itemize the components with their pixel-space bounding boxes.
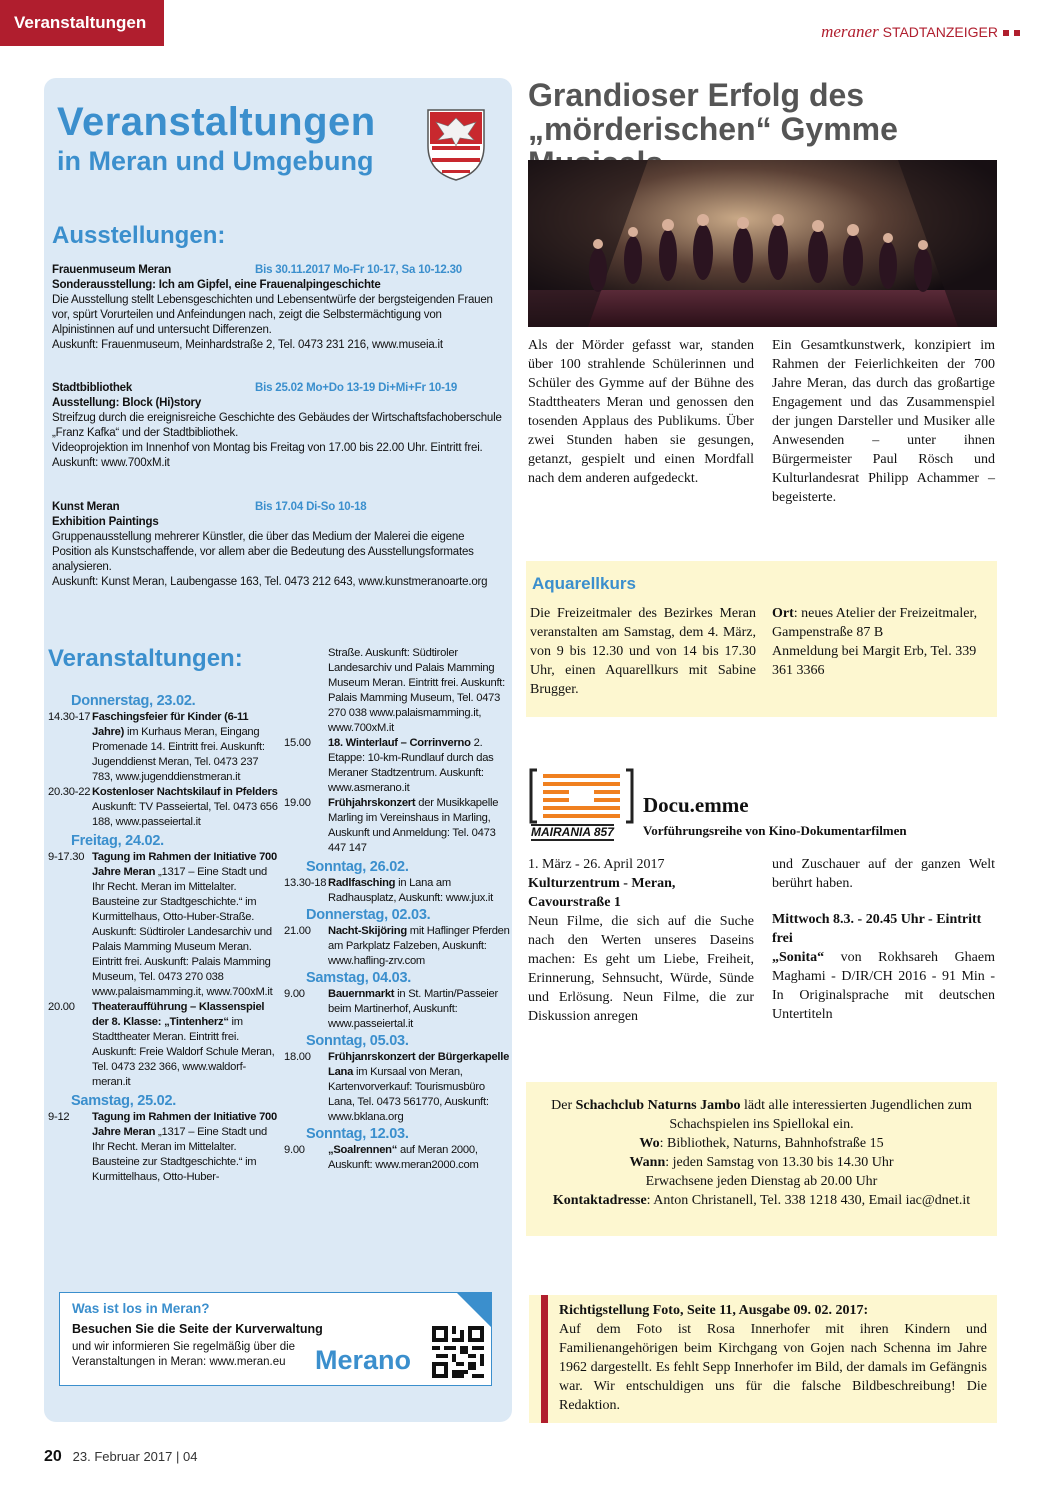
- article-text-col1: Als der Mörder gefasst war, standen über 100 strahlende Schülerinnen und Schüler des Gymme auf der Bühne des Stadttheaters Meran und genossen den tosenden Applaus des Publikums. Über zwei Stunden haben sie gesungen, getanzt, gespielt und einen Mordfall nach dem anderen aufgedeckt.: [528, 338, 754, 486]
- coat-of-arms-icon: [424, 106, 488, 182]
- exhibition-item: Frauenmuseum Meran Bis 30.11.2017 Mo-Fr 10-17, Sa 10-12.30 Sonderausstellung: Ich am Gipfel, eine Frauenalpingeschichte Die Ausstellung stellt Lebensgeschichten und Lebensentwürfe der bergsteigenden Frauen vor, spürt Vorurteilen und Anfeindungen nach, zeigt die Selbstermächtigung von Alpinistinnen auf und untersucht Differenzen. Auskunft: Frauenmuseum, Meinhardstraße 2, Tel. 0473 231 216, www.museia.it: [52, 264, 493, 351]
- page-footer: [44, 1448, 197, 1466]
- page-subtitle: in Meran und Umgebung: [57, 146, 374, 176]
- docu-text-col1: 1. März - 26. April 2017 Kulturzentrum - Meran, Cavourstraße 1 Neun Filme, die sich auf die Suche nach den Werten unseres Daseins machen: Es geht um Liebe, Freiheit, Erinnerung, Sehnsucht, Würde, Sünde und Erlösung. Neun Filme, die zur Diskussion anregen: [528, 857, 754, 1024]
- stage-photo: [528, 160, 997, 327]
- events-column-1: Donnerstag, 23.02. 14.30-17 Faschingsfeier für Kinder (6-11 Jahre) im Kurhaus Meran, Eingang Promenade 14. Eintritt frei. Auskunft: Jugenddienst Meran, Tel. 0473 237 783, www.jugenddienstmeran.it 20.30-22 Kostenloser Nachtskilauf in Pfelders Auskunft: TV Passeiertal, Tel. 0473 656 188, www.passeiertal.it Freitag, 24.02. 9-17.30 Tagung im Rahmen der Initiative 700 Jahre Meran „1317 – Eine Stadt und Ihr Recht. Meran im Mittelalter. Bausteine zur Stadtgeschichte.“ im Kurmittelhaus, Otto-Huber-Straße. Auskunft: Südtiroler Landesarchiv und Palais Mamming Museum Meran. Eintritt frei. Auskunft: Palais Mamming Museum, Tel. 0473 270 038 www.palaismamming.it, www.700xM.it 20.00 Theateraufführung – Klassenspiel der 8. Klasse: „Tintenherz“ im Stadttheater Meran. Eintritt frei. Auskunft: Freie Waldorf Schule Meran, Tel. 0473 232 366, www.waldorf-meran.it Samstag, 25.02. 9-12 Tagung im Rahmen der Initiative 700 Jahre Meran „1317 – Eine Stadt und Ihr Recht. Meran im Mittelalter. Bausteine zur Stadtgeschichte.“ im Kurmittelhaus, Otto-Huber-: [48, 693, 278, 1183]
- brand-logo: meraner STADTANZEIGER: [821, 22, 1020, 42]
- aquarell-box: Aquarellkurs Die Freizeitmaler des Bezirkes Meran veranstalten am Samstag, dem 4. März, von 9 bis 12.30 und von 14 bis 17.30 Uhr, einen Aquarellkurs mit Sabine Brugger. Ort: neues Atelier der Freizeitmaler, Gampenstraße 87 B Anmeldung bei Margit Erb, Tel. 339 361 3366: [526, 561, 997, 717]
- corner-triangle-icon: [457, 1293, 491, 1327]
- exhibition-item: Kunst Meran Bis 17.04 Di-So 10-18 Exhibition Paintings Gruppenausstellung mehrerer Künstler, die über das Medium der Malerei die eigene Position als Kunstschaffende, vor allem aber die Bedeutung des Ausstellungsformates analysieren. Auskunft: Kunst Meran, Laubengasse 163, Tel. 0473 212 643, www.kunstmeranoarte.org: [52, 501, 488, 588]
- correction-box: Richtigstellung Foto, Seite 11, Ausgabe 09. 02. 2017: Auf dem Foto ist Rosa Innerhofer mit ihren Kindern und Familienangehörigen beim Kirchgang von Gojen nach Schenna im Jahre 1962 dargestellt. Es fehlt Sepp Innerhofer im Bild, der damals im Gefängnis war. Wir entschuldigen uns für die falsche Bildbeschreibung! Die Redaktion.: [529, 1295, 997, 1423]
- issue-date: 23. Februar 2017 | 04: [72, 1449, 198, 1464]
- exhibition-item: Stadtbibliothek Bis 25.02 Mo+Do 13-19 Di+Mi+Fr 10-19 Ausstellung: Block (Hi)story Streifzug durch die ereignisreiche Geschichte des Gebäudes der Wirtschaftsfachoberschule „Franz Kafka“ und der Stadtbibliothek. Videoprojektion im Innenhof von Montag bis Freitag von 17.00 bis 22.00 Uhr. Eintritt frei. Auskunft: www.700xM.it: [52, 382, 502, 469]
- mairania-logo: MAIRANIA 857: [529, 768, 634, 840]
- kurverwaltung-ad[interactable]: Was ist los in Meran? Besuchen Sie die Seite der Kurverwaltung und wir informieren Sie regelmäßig über die Veranstaltungen in Meran: www.meran.eu Merano: [59, 1292, 492, 1386]
- article-text-col2: Ein Gesamtkunstwerk, konzipiert im Rahmen der Feierlichkeiten der 700 Jahre Meran, das durch das großartige Engagement und das Zusammenspiel der jungen Darsteller und Musiker alle Anwesenden – unter ihnen Bürgermeister Paul Rösch und Kulturlandesrat Philipp Achammer – begeisterte.: [772, 338, 995, 505]
- docu-subtitle: Vorführungsreihe von Kino-Dokumentarfilmen: [643, 823, 907, 838]
- schachclub-box: Der Schachclub Naturns Jambo lädt alle interessierten Jugendlichen zum Schachspielen ins Spiellokal ein. Wo: Bibliothek, Naturns, Bahnhofstraße 15 Wann: jeden Samstag von 13.30 bis 14.30 Uhr Erwachsene jeden Dienstag ab 20.00 Uhr Kontaktadresse: Anton Christanell, Tel. 338 1218 430, Email iac@dnet.it: [526, 1082, 997, 1236]
- section-tag: Veranstaltungen: [0, 0, 164, 46]
- article-headline: Grandioser Erfolg des „mörderischen“ Gymme: [528, 77, 898, 147]
- docu-title: Docu.emme: [643, 793, 749, 817]
- events-column-2: Straße. Auskunft: Südtiroler Landesarchiv und Palais Mamming Museum Meran. Eintritt frei. Auskunft: Palais Mamming Museum, Tel. 0473 270 038 www.palaismamming.it, www.700xM.it 15.00 18. Winterlauf – Corrinverno 2. Etappe: 10-km-Rundlauf durch das Meraner Stadtzentrum. Auskunft: www.asmerano.it 19.00 Frühjahrskonzert der Musikkapelle Marling im Vereinshaus in Marling, Auskunft und Anmeldung: Tel. 0473 447 147 Sonntag, 26.02. 13.30-18 Radlfasching in Lana am Radhausplatz, Auskunft: www.jux.it Donnerstag, 02.03. 21.00 Nacht-Skijöring mit Haflinger Pferden am Parkplatz Falzeben, Auskunft: www.hafling-zrv.com Samstag, 04.03. 9.00 Bauernmarkt in St. Martin/Passeier beim Martinerhof, Auskunft: www.passeiertal.it Sonntag, 05.03. 18.00 Frühjanrskonzert der Bürgerkapelle Lana im Kursaal von Meran, Kartenvorverkauf: Tourismusbüro Lana, Tel. 0473 561770, Auskunft: www.bklana.org Sonntag, 12.03. 9.00 „Soalrennen“ auf Meran 2000, Auskunft: www.meran2000.com: [284, 647, 510, 1171]
- accent-bar: [541, 1295, 548, 1423]
- page-title: Veranstaltungen: [57, 100, 376, 144]
- qr-code-icon[interactable]: [432, 1326, 484, 1378]
- page-number: 20: [44, 1448, 62, 1465]
- docu-text-col2: und Zuschauer auf der ganzen Welt berührt haben. Mittwoch 8.3. - 20.45 Uhr - Eintritt frei „Sonita“ von Rokhsareh Ghaem Maghami - D/IR/CH 2016 - 91 Min - In Originalsprache mit deutschen Untertiteln: [772, 857, 995, 1022]
- merano-logo: Merano: [315, 1345, 412, 1375]
- events-heading: Veranstaltungen:: [48, 645, 243, 672]
- exhibitions-heading: Ausstellungen:: [52, 222, 226, 249]
